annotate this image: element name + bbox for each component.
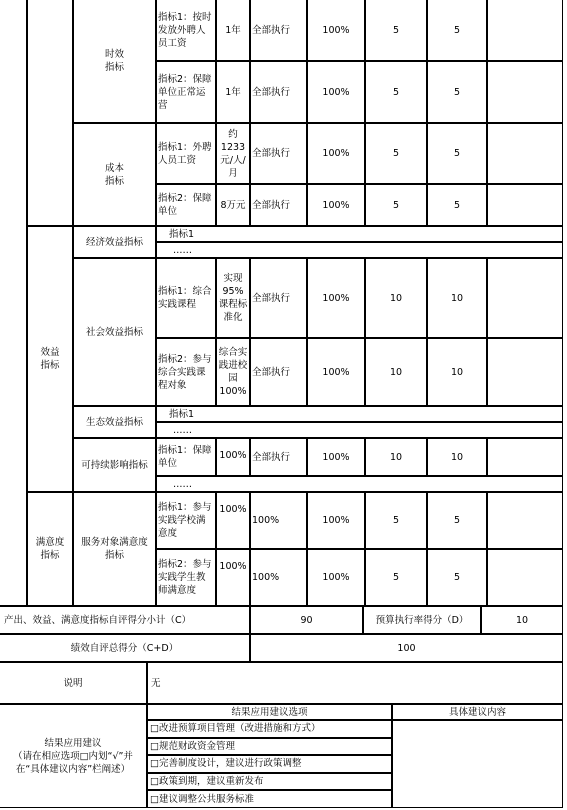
subcategory-ecological: 生态效益指标: [73, 406, 156, 438]
value-cell-actual: 全部执行: [250, 258, 307, 338]
content-header: 具体建议内容: [392, 704, 563, 720]
value-cell-c1: 100%: [307, 184, 365, 226]
value-cell-c3: 10: [427, 338, 487, 406]
indicator-name: 指标2：保障单位正常运营: [156, 61, 216, 123]
application-label: 结果应用建议 （请在相应选项□内划“√”并在“具体建议内容”栏阐述）: [0, 704, 147, 808]
indicator-placeholder: ……: [156, 242, 563, 258]
note-value: 无: [147, 662, 563, 704]
value-cell-c3: 5: [427, 549, 487, 606]
value-cell-c3: 10: [427, 258, 487, 338]
value-cell-c1: 100%: [307, 123, 365, 184]
indicator-placeholder: 指标1: [156, 406, 563, 422]
empty-cell: [487, 184, 563, 226]
suggestion-content-cell[interactable]: [392, 720, 563, 808]
indicator-name: 指标1：参与实践学校满意度: [156, 492, 216, 549]
value-cell-c2: 5: [365, 123, 427, 184]
subcategory-economic: 经济效益指标: [73, 226, 156, 258]
value-cell-target: 综合实践进校园100%: [216, 338, 250, 406]
indicator-name: 指标1：综合实践课程: [156, 258, 216, 338]
indicator-name: 指标1：保障单位: [156, 438, 216, 476]
value-cell-target: 100%: [216, 549, 250, 606]
value-cell-c1: 100%: [307, 0, 365, 61]
empty-cell: [487, 338, 563, 406]
indicator-placeholder: ……: [156, 422, 563, 438]
category-cell-output: [27, 0, 73, 226]
empty-cell: [487, 549, 563, 606]
subtotal-label: 产出、效益、满意度指标自评得分小计（C）: [0, 606, 250, 634]
note-label: 说明: [0, 662, 147, 704]
empty-cell: [487, 0, 563, 61]
subcategory-cost: 成本 指标: [73, 123, 156, 226]
budget-rate-value: 10: [481, 606, 563, 634]
empty-cell: [487, 438, 563, 476]
value-cell-c2: 5: [365, 0, 427, 61]
value-cell-target: 约1233元/人/月: [216, 123, 250, 184]
value-cell-c2: 5: [365, 492, 427, 549]
indicator-name: 指标2：保障单位: [156, 184, 216, 226]
value-cell-actual: 100%: [250, 492, 307, 549]
value-cell-c1: 100%: [307, 438, 365, 476]
value-cell-actual: 全部执行: [250, 123, 307, 184]
value-cell-c3: 5: [427, 492, 487, 549]
empty-cell: [487, 258, 563, 338]
subcategory-service-satisfaction: 服务对象满意度 指标: [73, 492, 156, 606]
subcategory-timeliness: 时效 指标: [73, 0, 156, 123]
value-cell-target: 1年: [216, 61, 250, 123]
value-cell-c2: 5: [365, 184, 427, 226]
value-cell-target: 1年: [216, 0, 250, 61]
value-cell-c1: 100%: [307, 258, 365, 338]
value-cell-actual: 全部执行: [250, 338, 307, 406]
application-option-checkbox[interactable]: □建议调整公共服务标准: [147, 790, 392, 808]
budget-rate-label: 预算执行率得分（D）: [363, 606, 481, 634]
value-cell-c3: 5: [427, 0, 487, 61]
value-cell-c2: 5: [365, 549, 427, 606]
subcategory-social: 社会效益指标: [73, 258, 156, 406]
value-cell-c3: 5: [427, 123, 487, 184]
empty-cell: [487, 61, 563, 123]
value-cell-c3: 5: [427, 184, 487, 226]
empty-cell: [487, 123, 563, 184]
application-option-checkbox[interactable]: □完善制度设计，建议进行政策调整: [147, 755, 392, 773]
value-cell-c1: 100%: [307, 549, 365, 606]
category-cell-benefit: 效益 指标: [27, 226, 73, 492]
blank-column-cell: [0, 0, 27, 606]
indicator-name: 指标1：按时发放外聘人员工资: [156, 0, 216, 61]
value-cell-c2: 10: [365, 258, 427, 338]
value-cell-c1: 100%: [307, 338, 365, 406]
empty-cell: [487, 492, 563, 549]
application-option-checkbox[interactable]: □规范财政资金管理: [147, 738, 392, 756]
value-cell-c1: 100%: [307, 492, 365, 549]
total-score-value: 100: [250, 634, 563, 662]
subcategory-sustainable: 可持续影响指标: [73, 438, 156, 492]
category-cell-satisfaction: 满意度 指标: [27, 492, 73, 606]
indicator-placeholder: ……: [156, 476, 563, 492]
total-score-label: 绩效自评总得分（C+D）: [0, 634, 250, 662]
value-cell-actual: 全部执行: [250, 184, 307, 226]
value-cell-c2: 5: [365, 61, 427, 123]
value-cell-c2: 10: [365, 338, 427, 406]
value-cell-actual: 全部执行: [250, 0, 307, 61]
subtotal-value: 90: [250, 606, 363, 634]
indicator-placeholder: 指标1: [156, 226, 563, 242]
indicator-name: 指标2：参与综合实践课程对象: [156, 338, 216, 406]
value-cell-actual: 全部执行: [250, 438, 307, 476]
value-cell-target: 8万元: [216, 184, 250, 226]
application-option-checkbox[interactable]: □改进预算项目管理（改进措施和方式）: [147, 720, 392, 738]
value-cell-target: 100%: [216, 438, 250, 476]
value-cell-c2: 10: [365, 438, 427, 476]
indicator-name: 指标1：外聘人员工资: [156, 123, 216, 184]
options-header: 结果应用建议选项: [147, 704, 392, 720]
value-cell-actual: 全部执行: [250, 61, 307, 123]
value-cell-c3: 10: [427, 438, 487, 476]
value-cell-target: 实现95%课程标准化: [216, 258, 250, 338]
application-option-checkbox[interactable]: □政策到期，建议重新发布: [147, 773, 392, 791]
indicator-name: 指标2：参与实践学生教师满意度: [156, 549, 216, 606]
value-cell-target: 100%: [216, 492, 250, 549]
value-cell-c1: 100%: [307, 61, 365, 123]
value-cell-actual: 100%: [250, 549, 307, 606]
value-cell-c3: 5: [427, 61, 487, 123]
